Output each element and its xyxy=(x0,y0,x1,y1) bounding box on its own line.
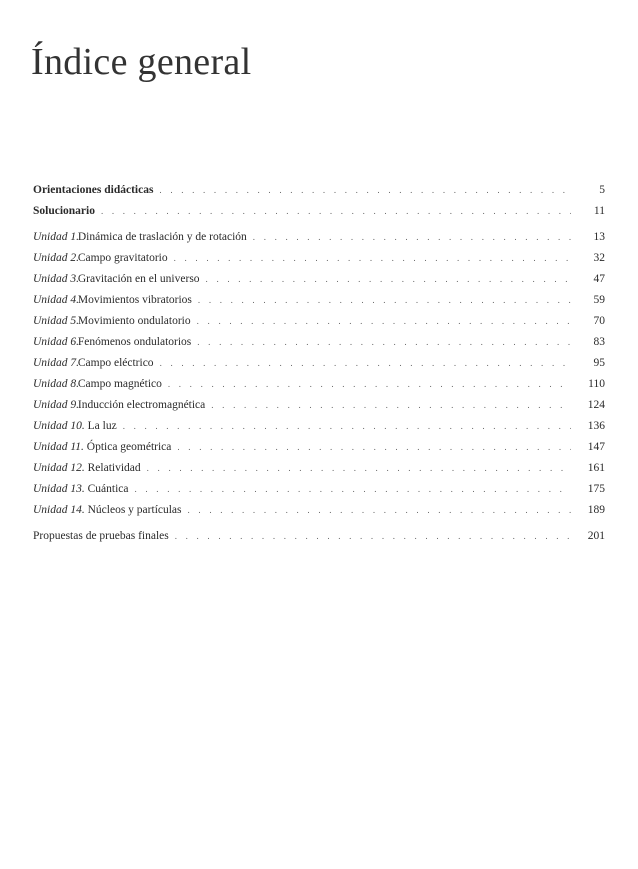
unit-prefix: Unidad 1. xyxy=(33,231,79,243)
dot-leader xyxy=(147,458,571,479)
page-title: Índice general xyxy=(31,41,252,83)
toc-page-number: 95 xyxy=(593,357,605,369)
toc-page-number: 136 xyxy=(587,420,605,432)
toc-page-number: 5 xyxy=(599,184,605,196)
unit-prefix: Unidad 12. xyxy=(33,462,85,474)
toc-entry-label xyxy=(33,311,191,332)
unit-prefix: Unidad 3. xyxy=(33,273,79,285)
unit-prefix: Unidad 4. xyxy=(33,294,79,306)
toc-page-number: 70 xyxy=(593,315,605,327)
toc-entry-label xyxy=(33,332,191,353)
dot-leader xyxy=(168,374,571,395)
unit-prefix: Unidad 11. xyxy=(33,441,84,453)
unit-title: Campo eléctrico xyxy=(77,357,154,369)
toc-entry-solucionario[interactable] xyxy=(33,201,605,222)
unit-title: Núcleos y partículas xyxy=(87,504,182,516)
toc-page-number: 47 xyxy=(593,273,605,285)
dot-leader xyxy=(159,180,571,201)
toc-page-number: 110 xyxy=(588,378,605,390)
toc-page-number: 59 xyxy=(593,294,605,306)
unit-prefix: Unidad 6. xyxy=(33,336,79,348)
toc-page-number: 175 xyxy=(587,483,605,495)
toc-entry-unit[interactable] xyxy=(33,227,605,248)
toc-entry-unit[interactable] xyxy=(33,458,605,479)
unit-title: La luz xyxy=(87,420,117,432)
unit-title: Gravitación en el universo xyxy=(77,273,200,285)
unit-prefix: Unidad 9. xyxy=(33,399,79,411)
toc-entry-label: Orientaciones didácticas xyxy=(33,184,154,196)
toc-entry-unit[interactable] xyxy=(33,290,605,311)
unit-prefix: Unidad 13. xyxy=(33,483,85,495)
toc-entry-label xyxy=(33,437,171,458)
dot-leader xyxy=(188,500,571,521)
toc-entry-unit[interactable] xyxy=(33,248,605,269)
unit-prefix: Unidad 14. xyxy=(33,504,85,516)
toc-page-number: 201 xyxy=(587,530,605,542)
toc-entry-label: Propuestas de pruebas finales xyxy=(33,530,169,542)
unit-title: Campo gravitatorio xyxy=(77,252,168,264)
toc-page-number: 124 xyxy=(587,399,605,411)
toc-page-number: 11 xyxy=(593,205,605,217)
dot-leader xyxy=(197,311,571,332)
toc-entry-unit[interactable] xyxy=(33,416,605,437)
toc-page-number: 189 xyxy=(587,504,605,516)
unit-prefix: Unidad 10. xyxy=(33,420,85,432)
toc-page-number: 13 xyxy=(593,231,605,243)
toc-entry-unit[interactable] xyxy=(33,374,605,395)
dot-leader xyxy=(160,353,571,374)
toc-page-number: 147 xyxy=(587,441,605,453)
unit-title: Inducción electromagnética xyxy=(77,399,206,411)
toc-entry-unit[interactable] xyxy=(33,479,605,500)
dot-leader xyxy=(198,290,571,311)
unit-prefix: Unidad 5. xyxy=(33,315,79,327)
toc-entry-label xyxy=(33,269,200,290)
unit-title: Óptica geométrica xyxy=(86,441,172,453)
toc-entry-unit[interactable] xyxy=(33,332,605,353)
toc-entry-propuestas[interactable] xyxy=(33,526,605,547)
dot-leader xyxy=(175,526,571,547)
unit-title: Movimiento ondulatorio xyxy=(77,315,191,327)
dot-leader xyxy=(253,227,571,248)
dot-leader xyxy=(177,437,571,458)
dot-leader xyxy=(206,269,571,290)
toc-entry-unit[interactable] xyxy=(33,353,605,374)
toc-entry-label xyxy=(33,353,154,374)
toc-entry-label xyxy=(33,248,168,269)
toc-entry-unit[interactable] xyxy=(33,437,605,458)
toc-entry-label xyxy=(33,374,162,395)
toc-entry-label xyxy=(33,416,117,437)
unit-title: Movimientos vibratorios xyxy=(77,294,192,306)
toc-entry-label: Solucionario xyxy=(33,205,95,217)
dot-leader xyxy=(123,416,571,437)
unit-list xyxy=(33,227,605,521)
toc-page-number: 161 xyxy=(587,462,605,474)
toc-entry-label xyxy=(33,479,129,500)
unit-title: Campo magnético xyxy=(77,378,162,390)
toc-entry-label xyxy=(33,458,141,479)
toc-entry-label xyxy=(33,227,247,248)
toc-entry-label xyxy=(33,290,192,311)
toc-entry-unit[interactable] xyxy=(33,311,605,332)
dot-leader xyxy=(101,201,571,222)
unit-title: Relatividad xyxy=(87,462,141,474)
unit-prefix: Unidad 2. xyxy=(33,252,79,264)
unit-prefix: Unidad 7. xyxy=(33,357,79,369)
dot-leader xyxy=(135,479,572,500)
toc-entry-unit[interactable] xyxy=(33,269,605,290)
dot-leader xyxy=(174,248,571,269)
toc-page-number: 83 xyxy=(593,336,605,348)
toc-entry-label xyxy=(33,500,182,521)
dot-leader xyxy=(197,332,571,353)
unit-title: Fenómenos ondulatorios xyxy=(77,336,192,348)
toc-entry-unit[interactable] xyxy=(33,395,605,416)
unit-prefix: Unidad 8. xyxy=(33,378,79,390)
toc-entry-unit[interactable] xyxy=(33,500,605,521)
toc-entry-label xyxy=(33,395,205,416)
table-of-contents xyxy=(33,180,605,547)
dot-leader xyxy=(211,395,571,416)
unit-title: Dinámica de traslación y de rotación xyxy=(77,231,247,243)
toc-entry-orientaciones[interactable] xyxy=(33,180,605,201)
unit-title: Cuántica xyxy=(87,483,129,495)
toc-page-number: 32 xyxy=(593,252,605,264)
